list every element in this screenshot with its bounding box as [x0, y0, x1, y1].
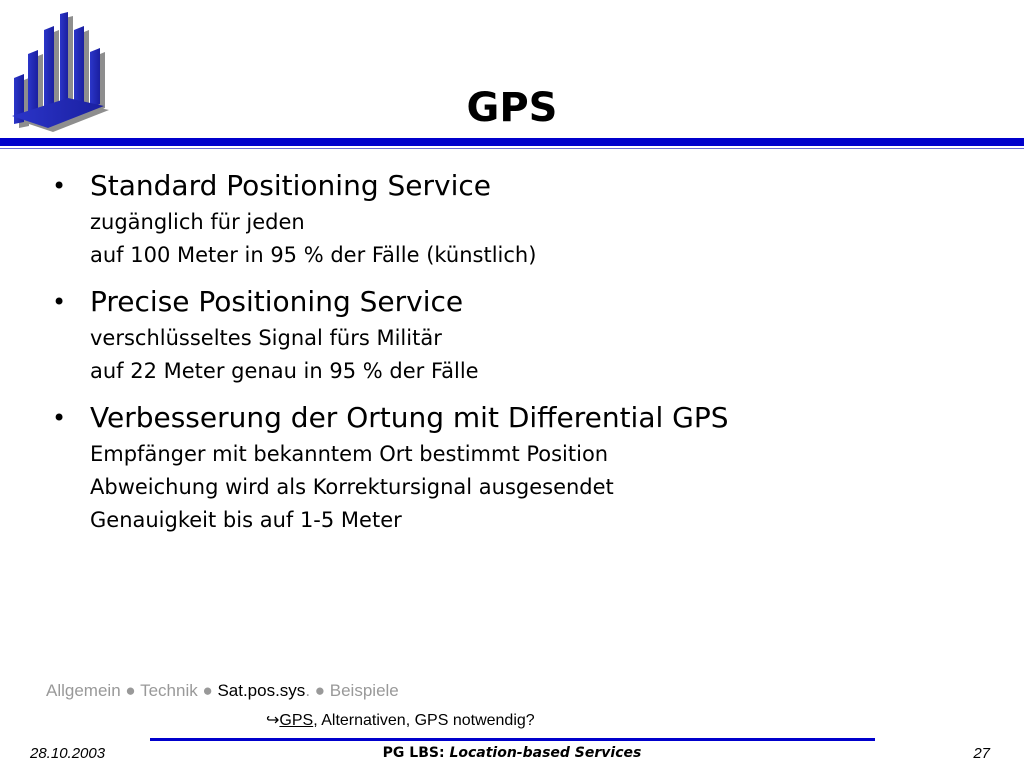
- footer-date: 28.10.2003: [30, 745, 106, 762]
- bullet-subline: Empfänger mit bekanntem Ort bestimmt Position: [90, 442, 609, 466]
- footer-divider: [150, 738, 875, 741]
- title-divider-thin: [0, 148, 1024, 149]
- bullet-item: [52, 166, 992, 272]
- bullet-item: [52, 398, 992, 537]
- footer-course-label: [0, 743, 1024, 763]
- title-divider: [0, 138, 1024, 146]
- breadcrumb: [46, 680, 399, 702]
- bullet-subline: auf 100 Meter in 95 % der Fälle (künstlich): [90, 243, 537, 267]
- breadcrumb-separator: ●: [197, 681, 218, 700]
- slide-title: GPS: [466, 85, 558, 131]
- bullet-subline: verschlüsseltes Signal fürs Militär: [90, 326, 442, 350]
- bullet-heading: Precise Positioning Service: [90, 285, 464, 318]
- subnav: [266, 710, 535, 732]
- breadcrumb-period: .: [305, 681, 311, 700]
- bullet-subline: zugänglich für jeden: [90, 210, 305, 234]
- bullet-icon: •: [52, 404, 67, 432]
- bullet-item: [52, 282, 992, 388]
- breadcrumb-item-technik[interactable]: Technik: [140, 681, 198, 700]
- bullet-list: [52, 166, 992, 547]
- course-name: Location-based Services: [449, 745, 642, 761]
- bullet-subline: Abweichung wird als Korrektursignal ausgesendet: [90, 475, 614, 499]
- breadcrumb-item-allgemein[interactable]: Allgemein: [46, 681, 121, 700]
- breadcrumb-separator: ●: [310, 681, 330, 700]
- breadcrumb-item-beispiele[interactable]: Beispiele: [329, 681, 399, 700]
- bullet-icon: •: [52, 172, 67, 200]
- bullet-icon: •: [52, 288, 67, 316]
- page-number: 27: [973, 745, 990, 762]
- breadcrumb-item-current[interactable]: Sat.pos.sys: [217, 681, 306, 700]
- subnav-rest: , Alternativen, GPS notwendig?: [313, 712, 535, 729]
- bullet-heading: Standard Positioning Service: [90, 169, 491, 202]
- bullet-subline: Genauigkeit bis auf 1-5 Meter: [90, 508, 402, 532]
- return-arrow-icon: ↪: [266, 712, 280, 729]
- subnav-link-gps[interactable]: GPS: [279, 712, 314, 729]
- bullet-subline: auf 22 Meter genau in 95 % der Fälle: [90, 359, 479, 383]
- course-prefix: PG LBS:: [382, 745, 450, 761]
- breadcrumb-separator: ●: [120, 681, 141, 700]
- bullet-heading: Verbesserung der Ortung mit Differential GPS: [90, 401, 729, 434]
